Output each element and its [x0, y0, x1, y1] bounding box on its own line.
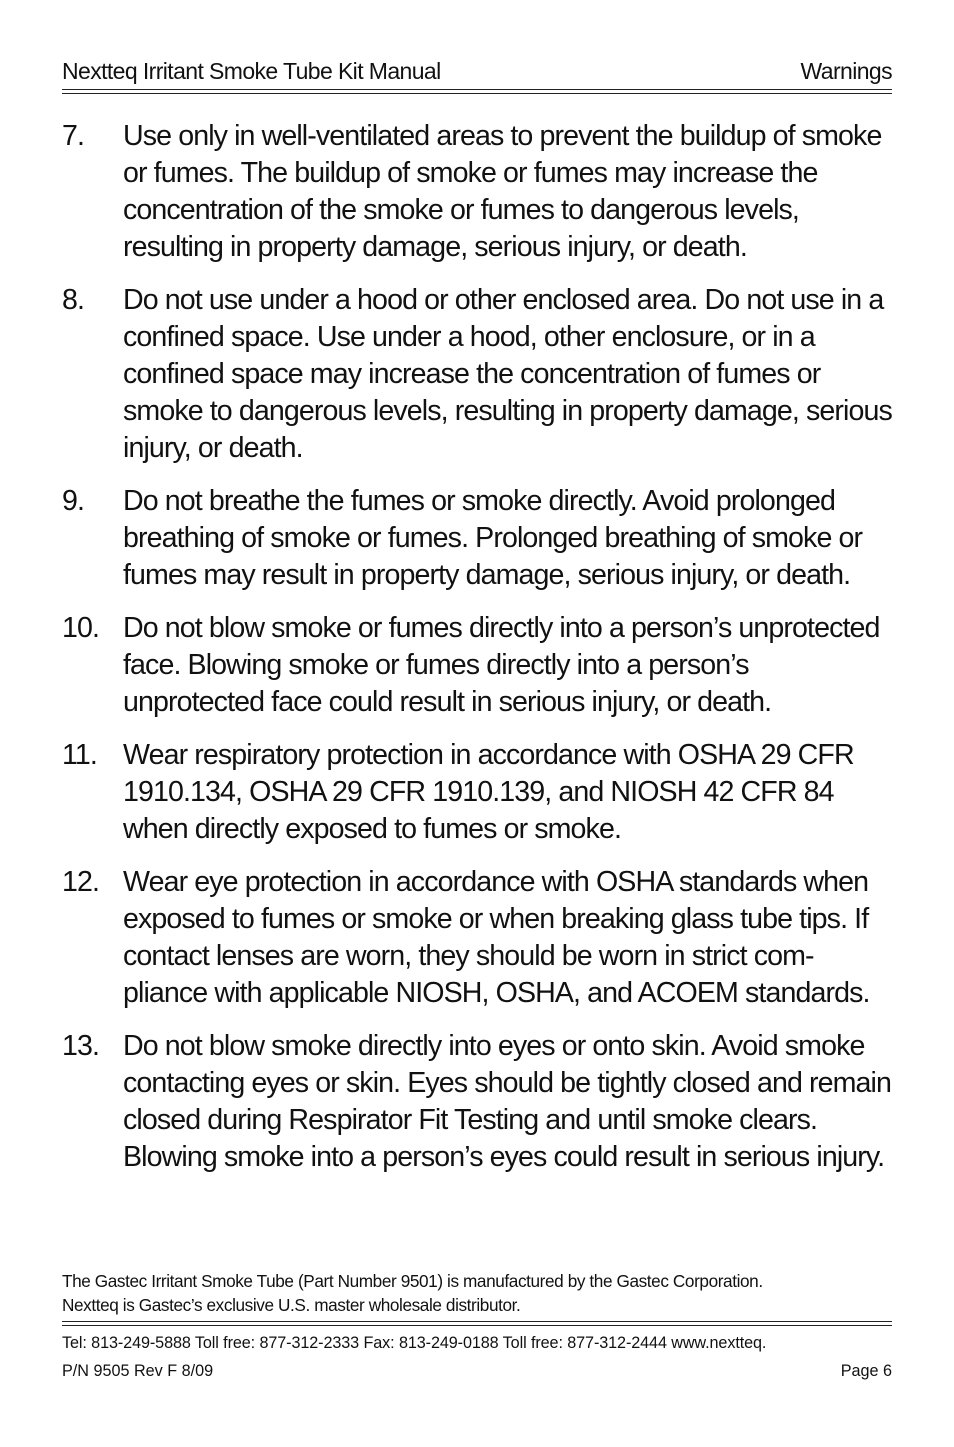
note-line-1: The Gastec Irritant Smoke Tube (Part Number 9501) is manufactured by the Gastec Corporation. [62, 1271, 763, 1291]
warning-number: 13. [62, 1030, 100, 1062]
warning-item [62, 282, 894, 467]
warning-text: Wear eye protection in accordance with OSHA standards when exposed to fumes or smoke or when breaking glass tube tips. If contact lenses are worn, they should be worn in strict com-pliance with applicable NIOSH, OSHA, and ACOEM standards. [123, 866, 870, 1009]
page-header [62, 58, 892, 85]
warning-item [62, 118, 894, 266]
warning-number: 7. [62, 120, 85, 152]
warning-text: Wear respiratory protection in accordance with OSHA 29 CFR 1910.134, OSHA 29 CFR 1910.139, and NIOSH 42 CFR 84 when directly exposed to fumes or smoke. [123, 739, 854, 845]
warnings-list [62, 118, 894, 1192]
warning-text: Use only in well-ventilated areas to prevent the buildup of smoke or fumes. The buildup of smoke or fumes may increase the concentration of the smoke or fumes to dangerous levels, resulting in property damage, serious injury, or death. [123, 120, 882, 263]
warning-text: Do not blow smoke directly into eyes or onto skin. Avoid smoke contacting eyes or skin. Eyes should be tightly closed and remain closed during Respirator Fit Testing and until smoke clears. Blowing smoke into a person’s eyes could result in serious injury. [123, 1030, 891, 1173]
warning-item [62, 610, 894, 721]
manufacturer-note [62, 1269, 894, 1317]
page-footer [62, 1362, 892, 1381]
warning-number: 11. [62, 739, 97, 771]
footer-divider [62, 1321, 892, 1326]
warning-item [62, 864, 894, 1012]
warning-number: 10. [62, 612, 100, 644]
warning-item [62, 1028, 894, 1176]
warning-text: Do not breathe the fumes or smoke directly. Avoid prolonged breathing of smoke or fumes. Prolonged breathing of smoke or fumes may result in property damage, serious injury, or death. [123, 485, 863, 591]
manual-title: Nextteq Irritant Smoke Tube Kit Manual [62, 58, 441, 84]
warning-text: Do not blow smoke or fumes directly into a person’s unprotected face. Blowing smoke or fumes directly into a person’s unprotected face could result in serious injury, or death. [123, 612, 880, 718]
warning-item [62, 483, 894, 594]
header-divider [62, 89, 892, 94]
warning-item [62, 737, 894, 848]
page-number: Page 6 [840, 1362, 892, 1380]
contact-line: Tel: 813-249-5888 Toll free: 877-312-2333 Fax: 813-249-0188 Toll free: 877-312-2444 www.nextteq. [62, 1334, 767, 1352]
warning-number: 8. [62, 284, 85, 316]
warning-number: 9. [62, 485, 85, 517]
part-number: P/N 9505 Rev F 8/09 [62, 1362, 214, 1380]
note-line-2: Nextteq is Gastec’s exclusive U.S. master wholesale distributor. [62, 1295, 521, 1315]
warning-number: 12. [62, 866, 100, 898]
warning-text: Do not use under a hood or other enclosed area. Do not use in a confined space. Use under a hood, other enclosure, or in a confined space may increase the concentration of fumes or smoke to dangerous levels, resulting in property damage, serious injury, or death. [123, 284, 892, 464]
section-title: Warnings [800, 58, 892, 84]
